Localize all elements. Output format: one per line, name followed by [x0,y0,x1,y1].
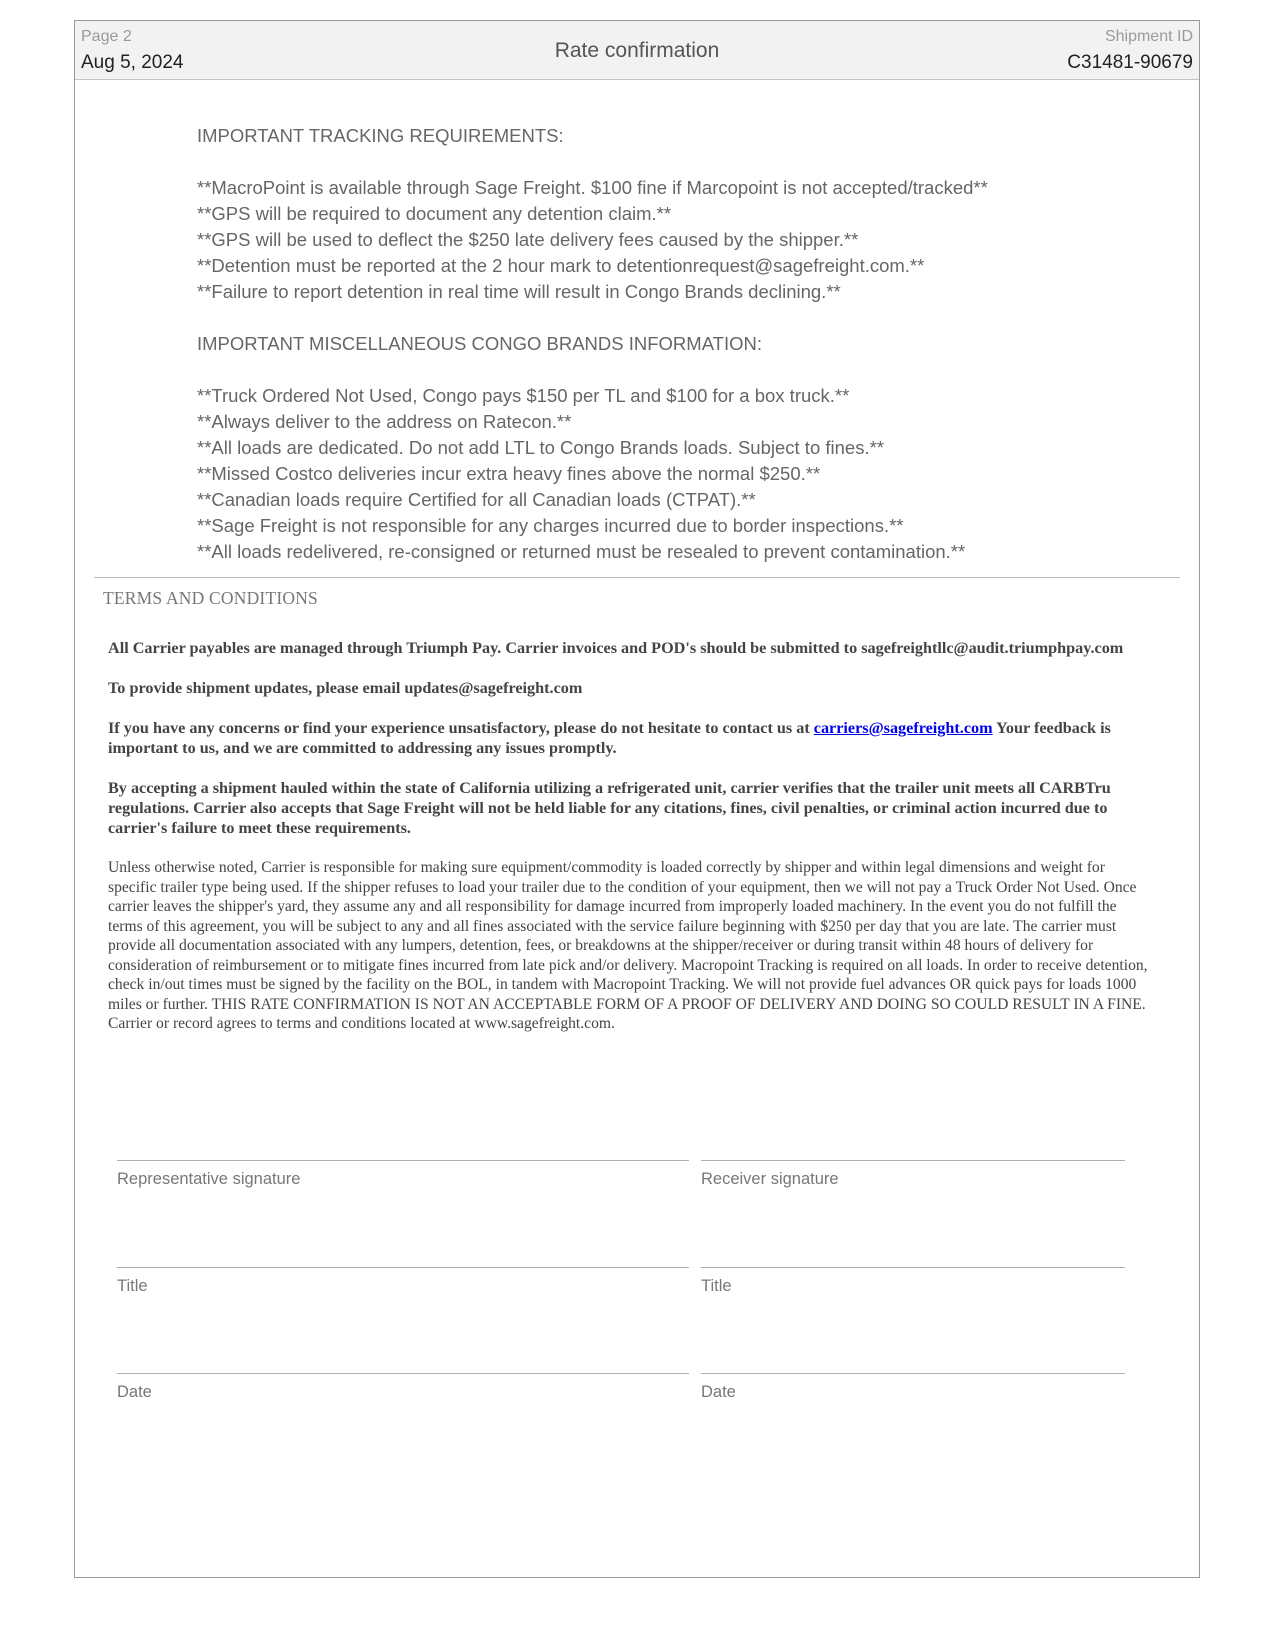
misc-line: **All loads redelivered, re-consigned or returned must be resealed to prevent contamination.** [197,541,966,562]
tracking-line: **MacroPoint is available through Sage Freight. $100 fine if Marcopoint is not accepted/tracked** [197,177,988,198]
representative-date-label: Date [117,1383,152,1401]
terms-paragraph-payables: All Carrier payables are managed through Triumph Pay. Carrier invoices and POD's should be submitted to sagefreightllc@audit.triumphpay.com [108,639,1124,657]
misc-line: **Sage Freight is not responsible for any charges incurred due to border inspections.** [197,515,904,536]
representative-title-line [117,1267,689,1295]
carriers-email-link[interactable]: carriers@sagefreight.com [813,719,993,737]
tracking-line: **GPS will be used to deflect the $250 late delivery fees caused by the shipper.** [197,229,859,250]
receiver-title-line [701,1267,1125,1295]
receiver-title-label: Title [701,1277,732,1295]
document-page [74,20,1200,1578]
terms-heading: TERMS AND CONDITIONS [103,588,318,608]
misc-heading: IMPORTANT MISCELLANEOUS CONGO BRANDS INFORMATION: [197,333,762,354]
misc-line: **Always deliver to the address on Ratecon.** [197,411,572,432]
terms-paragraph-updates: To provide shipment updates, please email updates@sagefreight.com [108,679,583,697]
terms-paragraph-general: Unless otherwise noted, Carrier is responsible for making sure equipment/commodity is loaded correctly by shipper and within legal dimensions and weight for specific trailer type being used. If the shipper refuses to load your trailer due to the condition of your equipment, then we will not pay a Truck Order Not Used. Once carrier leaves the shipper's yard, they assume any and all responsibility for damage incurred from improperly loaded machinery. In the event you do not fulfill the terms of this agreement, you will be subject to any and all fines associated with the service failure beginning with $250 per day that you are late. The carrier must provide all documentation associated with any lumpers, detention, fees, or breakdowns at the shipper/receiver or during transit within 48 hours of delivery for consideration of reimbursement or to mitigate fines incurred from late pick and/or delivery. Macropoint Tracking is required on all loads. In order to receive detention, check in/out times must be signed by the facility on the BOL, in tandem with Macropoint Tracking. We will not provide fuel advances OR quick pays for loads 1000 miles or further. THIS RATE CONFIRMATION IS NOT AN ACCEPTABLE FORM OF A PROOF OF DELIVERY AND DOING SO COULD RESULT IN A FINE. Carrier or record agrees to terms and conditions located at www.sagefreight.com. [108,859,1148,1032]
receiver-date-label: Date [701,1383,736,1401]
terms-paragraph-contact [108,718,1148,758]
representative-date-line [117,1373,689,1401]
page-header [75,21,1199,80]
tracking-line: **GPS will be required to document any detention claim.** [197,203,672,224]
document-date: Aug 5, 2024 [81,52,184,73]
tracking-line: **Failure to report detention in real time will result in Congo Brands declining.** [197,281,841,302]
tracking-line: **Detention must be reported at the 2 hour mark to detentionrequest@sagefreight.com.** [197,255,925,276]
shipment-id-label: Shipment ID [1104,28,1193,45]
receiver-signature-label: Receiver signature [701,1170,839,1188]
receiver-date-line [701,1373,1125,1401]
terms-paragraph-california: By accepting a shipment hauled within the state of California utilizing a refrigerated unit, carrier verifies that the trailer unit meets all CARBTru regulations. Carrier also accepts that Sage Freight will not be held liable for any citations, fines, civil penalties, or criminal action incurred due to carrier's failure to meet these requirements. [108,779,1111,837]
document-title: Rate confirmation [554,39,720,62]
contact-text-after: Your feedback is important to us, and we are committed to addressing any issues promptly. [108,719,1111,757]
misc-line: **All loads are dedicated. Do not add LTL to Congo Brands loads. Subject to fines.** [197,437,884,458]
representative-signature-line [117,1160,689,1188]
representative-signature-label: Representative signature [117,1170,301,1188]
misc-line: **Canadian loads require Certified for all Canadian loads (CTPAT).** [197,489,756,510]
instructions-section [197,123,1157,565]
terms-body [108,638,1148,1034]
receiver-signature-line [701,1160,1125,1188]
section-divider [94,577,1180,578]
representative-title-label: Title [117,1277,148,1295]
page-number: Page 2 [81,28,132,45]
misc-line: **Truck Ordered Not Used, Congo pays $150 per TL and $100 for a box truck.** [197,385,850,406]
tracking-heading: IMPORTANT TRACKING REQUIREMENTS: [197,125,564,146]
misc-line: **Missed Costco deliveries incur extra heavy fines above the normal $250.** [197,463,821,484]
contact-text-before: If you have any concerns or find your experience unsatisfactory, please do not hesitate to contact us at [108,719,814,737]
shipment-id: C31481-90679 [1067,52,1193,73]
